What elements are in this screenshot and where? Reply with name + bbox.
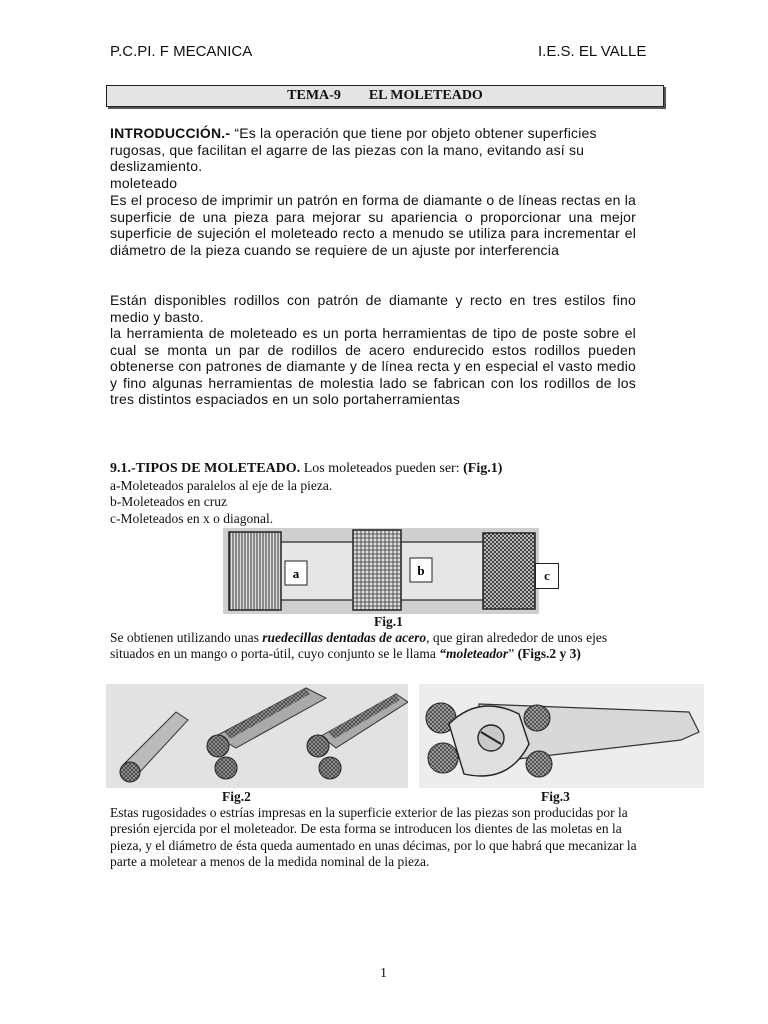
fig1-image	[223, 528, 539, 614]
para2-t3: , que giran alrededor de unos ejes situados en un mango o porta-útil, cuyo conjunto se le llama	[110, 630, 608, 662]
title-part2: EL MOLETEADO	[368, 88, 483, 103]
paragraph-3: Estas rugosidades o estrías impresas en la superficie exterior de las piezas son producidas por la presión ejercida por el moleteador. De esta forma se introducen los dientes de las moletas en la pieza, y el diámetro de ésta queda aumentado en unas décimas, por lo que habrá que mecanizar la parte a moletear a menos de la medida nominal de la pieza.	[110, 805, 637, 870]
list-item: c-Moleteados en x o diagonal.	[110, 511, 274, 526]
intro-p2: Están disponibles rodillos con patrón de diamante y recto en tres estilos fino medio y basto.	[110, 292, 636, 325]
para2-t5: ”	[508, 646, 515, 662]
fig2-image	[106, 684, 408, 788]
title-box	[106, 85, 664, 107]
fig3-caption: Fig.3	[541, 789, 570, 804]
intro-word: moleteado	[110, 175, 178, 191]
section-heading-ref: (Fig.1)	[463, 461, 503, 476]
section-heading-title: 9.1.-TIPOS DE MOLETEADO.	[110, 461, 301, 476]
intro-paragraph	[110, 125, 636, 175]
section-heading-rest: Los moleteados pueden ser:	[300, 461, 464, 476]
intro-quote: “Es la operación que tiene por objeto obtener superficies rugosas, que facilitan el agarre de las piezas con la mano, evitando así su deslizamiento.	[110, 125, 597, 174]
para2-t1: Se obtienen utilizando unas	[110, 630, 263, 645]
paragraph-2	[110, 630, 650, 663]
intro-p3: la herramienta de moleteado es un porta herramientas de tipo de poste sobre el cual se monta un par de rodillos de acero endurecido estos rodillos pueden obtenerse con patrones de diamante y de línea recta y en especial el vasto medio y fino algunas herramientas de molestia lado se fabrican con los rodillos de los tres distintos espaciados en un solo portaherramientas	[110, 325, 636, 407]
para2-t2: ruedecillas dentadas de acero	[262, 630, 427, 645]
intro-p1: Es el proceso de imprimir un patrón en forma de diamante o de líneas rectas en la superficie de una pieza para mejorar su apariencia o proporcionar una mejor superficie de sujeción el moleteado recto a menudo se utiliza para incrementar el diámetro de la pieza cuando se requiere de un ajuste por interferencia	[110, 192, 636, 258]
para2-t4: “moleteador	[439, 646, 509, 662]
list-item: b-Moleteados en cruz	[110, 494, 227, 509]
fig1-label-a: a	[292, 566, 300, 581]
section-heading	[110, 461, 650, 477]
fig1-label-b: b	[417, 563, 425, 578]
para2-t6: (Figs.2 y 3)	[514, 646, 581, 662]
header-left: P.C.PI. F MECANICA	[110, 43, 253, 60]
intro-label: INTRODUCCIÓN.-	[110, 125, 231, 141]
fig2-caption: Fig.2	[222, 789, 251, 804]
fig3-image	[419, 684, 704, 788]
fig1-caption: Fig.1	[374, 614, 403, 629]
list-item: a-Moleteados paralelos al eje de la pieza.	[110, 478, 333, 493]
header-right: I.E.S. EL VALLE	[538, 43, 647, 60]
fig1-label-c: c	[535, 563, 559, 589]
page-number: 1	[380, 966, 387, 981]
title-part1: TEMA-9	[287, 88, 341, 103]
